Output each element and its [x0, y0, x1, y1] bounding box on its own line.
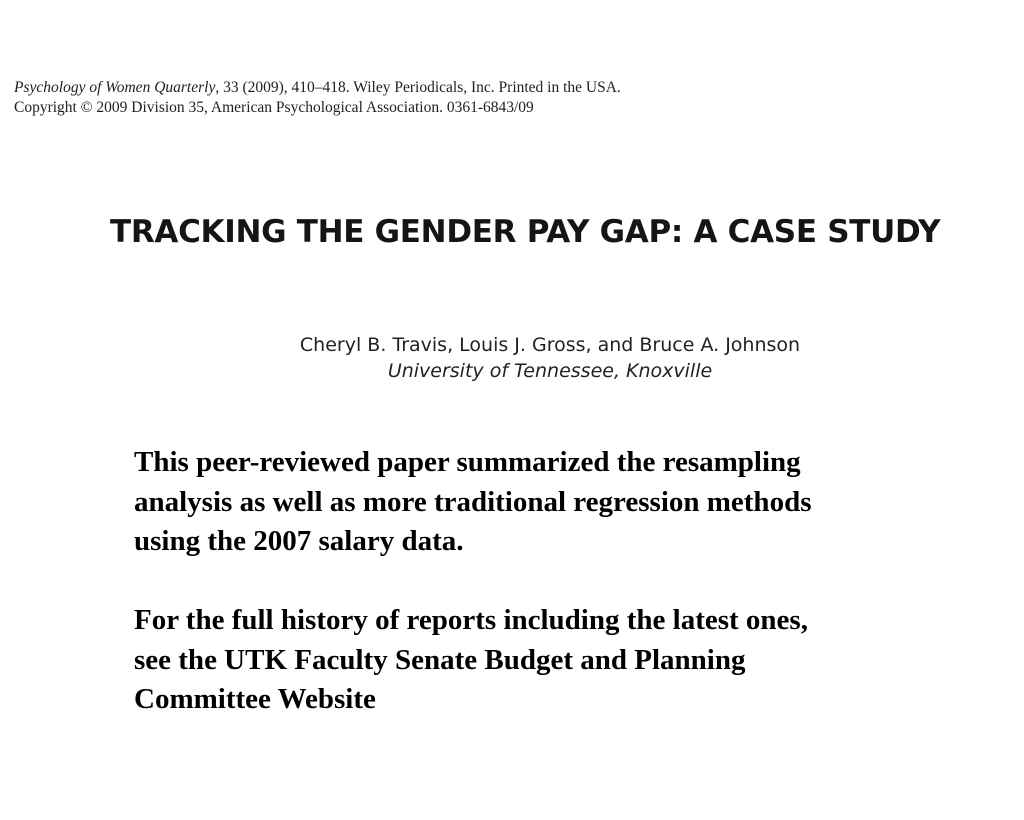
journal-name: Psychology of Women Quarterly: [14, 79, 216, 96]
byline: [240, 332, 860, 384]
summary-notes: [134, 443, 984, 720]
author-list: Cheryl B. Travis, Louis J. Gross, and Bruce A. Johnson: [299, 334, 801, 356]
paper-title: TRACKING THE GENDER PAY GAP: A CASE STUDY: [110, 214, 941, 250]
citation-details: , 33 (2009), 410–418. Wiley Periodicals, Inc. Printed in the USA.: [215, 79, 621, 96]
note-line: For the full history of reports including the latest ones,: [134, 604, 808, 636]
copyright-line: Copyright © 2009 Division 35, American Psychological Association. 0361-6843/09: [14, 99, 534, 116]
note-line: Committee Website: [134, 683, 376, 715]
journal-citation: [14, 78, 774, 118]
paragraph-spacer: [134, 562, 984, 602]
note-line: see the UTK Faculty Senate Budget and Planning: [134, 643, 746, 676]
note-line: This peer-reviewed paper summarized the resampling: [134, 446, 801, 478]
note-line: analysis as well as more traditional regression methods: [134, 485, 812, 518]
note-line: using the 2007 salary data.: [134, 525, 464, 557]
citation-line-1: [14, 78, 774, 98]
affiliation: University of Tennessee, Knoxville: [387, 360, 713, 382]
